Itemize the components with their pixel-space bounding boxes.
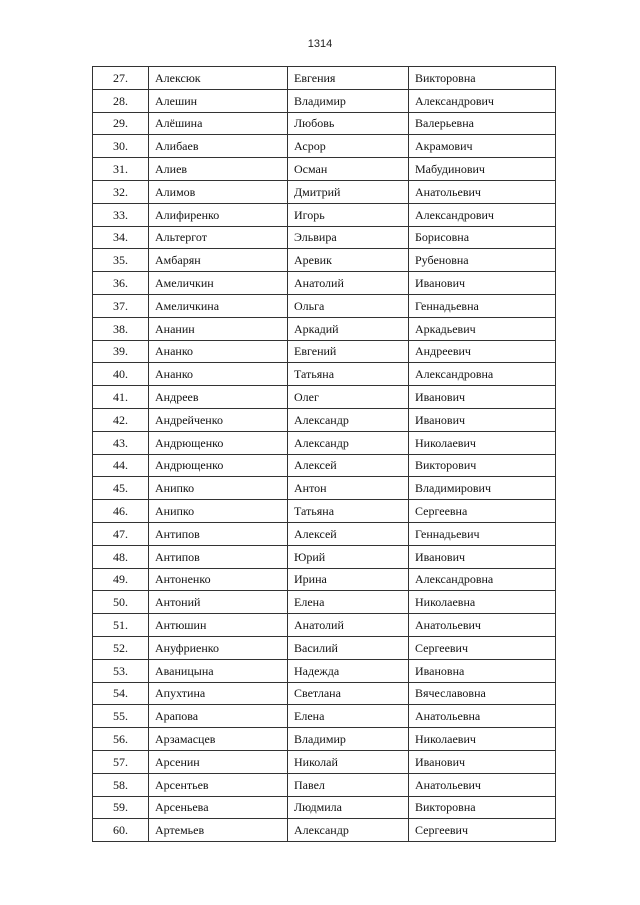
last-name-cell: Андреев	[149, 386, 288, 409]
table-row	[93, 454, 556, 477]
row-number: 47.	[93, 522, 149, 545]
last-name-cell: Алёшина	[149, 112, 288, 135]
patronymic-cell: Иванович	[409, 272, 556, 295]
table-row	[93, 294, 556, 317]
names-table	[92, 66, 556, 842]
first-name-cell: Евгения	[288, 67, 409, 90]
last-name-cell: Алифиренко	[149, 203, 288, 226]
last-name-cell: Антипов	[149, 545, 288, 568]
first-name-cell: Осман	[288, 158, 409, 181]
table-row	[93, 317, 556, 340]
row-number: 59.	[93, 796, 149, 819]
row-number: 51.	[93, 614, 149, 637]
last-name-cell: Антоний	[149, 591, 288, 614]
first-name-cell: Алексей	[288, 454, 409, 477]
patronymic-cell: Сергеевич	[409, 819, 556, 842]
patronymic-cell: Иванович	[409, 408, 556, 431]
patronymic-cell: Акрамович	[409, 135, 556, 158]
last-name-cell: Ананин	[149, 317, 288, 340]
row-number: 49.	[93, 568, 149, 591]
table-row	[93, 89, 556, 112]
last-name-cell: Алексюк	[149, 67, 288, 90]
patronymic-cell: Александровна	[409, 568, 556, 591]
last-name-cell: Анипко	[149, 500, 288, 523]
patronymic-cell: Анатольевна	[409, 705, 556, 728]
last-name-cell: Анипко	[149, 477, 288, 500]
last-name-cell: Артемьев	[149, 819, 288, 842]
row-number: 44.	[93, 454, 149, 477]
last-name-cell: Арсеньева	[149, 796, 288, 819]
patronymic-cell: Николаевич	[409, 431, 556, 454]
table-row	[93, 705, 556, 728]
table-row	[93, 408, 556, 431]
patronymic-cell: Аркадьевич	[409, 317, 556, 340]
last-name-cell: Аваницына	[149, 659, 288, 682]
first-name-cell: Асрор	[288, 135, 409, 158]
patronymic-cell: Викторовна	[409, 796, 556, 819]
table-row	[93, 135, 556, 158]
row-number: 45.	[93, 477, 149, 500]
last-name-cell: Алешин	[149, 89, 288, 112]
table-row	[93, 203, 556, 226]
row-number: 32.	[93, 180, 149, 203]
last-name-cell: Антоненко	[149, 568, 288, 591]
last-name-cell: Алимов	[149, 180, 288, 203]
table-row	[93, 386, 556, 409]
patronymic-cell: Анатольевич	[409, 180, 556, 203]
last-name-cell: Арзамасцев	[149, 728, 288, 751]
row-number: 33.	[93, 203, 149, 226]
last-name-cell: Антюшин	[149, 614, 288, 637]
first-name-cell: Ирина	[288, 568, 409, 591]
first-name-cell: Павел	[288, 773, 409, 796]
first-name-cell: Юрий	[288, 545, 409, 568]
first-name-cell: Александр	[288, 819, 409, 842]
table-body	[93, 67, 556, 842]
row-number: 58.	[93, 773, 149, 796]
first-name-cell: Татьяна	[288, 363, 409, 386]
patronymic-cell: Александровна	[409, 363, 556, 386]
patronymic-cell: Анатольевич	[409, 773, 556, 796]
first-name-cell: Александр	[288, 431, 409, 454]
first-name-cell: Василий	[288, 636, 409, 659]
table-row	[93, 340, 556, 363]
table-row	[93, 773, 556, 796]
row-number: 31.	[93, 158, 149, 181]
table-row	[93, 568, 556, 591]
row-number: 46.	[93, 500, 149, 523]
table-row	[93, 750, 556, 773]
patronymic-cell: Андреевич	[409, 340, 556, 363]
last-name-cell: Амбарян	[149, 249, 288, 272]
last-name-cell: Арсентьев	[149, 773, 288, 796]
table-row	[93, 272, 556, 295]
last-name-cell: Алиев	[149, 158, 288, 181]
table-row	[93, 728, 556, 751]
last-name-cell: Арапова	[149, 705, 288, 728]
row-number: 40.	[93, 363, 149, 386]
patronymic-cell: Николаевна	[409, 591, 556, 614]
row-number: 55.	[93, 705, 149, 728]
patronymic-cell: Анатольевич	[409, 614, 556, 637]
row-number: 57.	[93, 750, 149, 773]
patronymic-cell: Сергеевич	[409, 636, 556, 659]
row-number: 38.	[93, 317, 149, 340]
row-number: 54.	[93, 682, 149, 705]
first-name-cell: Ольга	[288, 294, 409, 317]
patronymic-cell: Иванович	[409, 545, 556, 568]
first-name-cell: Игорь	[288, 203, 409, 226]
first-name-cell: Елена	[288, 705, 409, 728]
first-name-cell: Эльвира	[288, 226, 409, 249]
last-name-cell: Амеличкина	[149, 294, 288, 317]
row-number: 42.	[93, 408, 149, 431]
first-name-cell: Анатолий	[288, 272, 409, 295]
table-row	[93, 67, 556, 90]
table-row	[93, 636, 556, 659]
row-number: 56.	[93, 728, 149, 751]
table-row	[93, 363, 556, 386]
table-row	[93, 226, 556, 249]
row-number: 50.	[93, 591, 149, 614]
row-number: 29.	[93, 112, 149, 135]
first-name-cell: Александр	[288, 408, 409, 431]
patronymic-cell: Викторовна	[409, 67, 556, 90]
table-row	[93, 545, 556, 568]
patronymic-cell: Геннадьевич	[409, 522, 556, 545]
table-row	[93, 591, 556, 614]
patronymic-cell: Николаевич	[409, 728, 556, 751]
first-name-cell: Олег	[288, 386, 409, 409]
row-number: 43.	[93, 431, 149, 454]
first-name-cell: Владимир	[288, 728, 409, 751]
row-number: 35.	[93, 249, 149, 272]
last-name-cell: Альтергот	[149, 226, 288, 249]
patronymic-cell: Владимирович	[409, 477, 556, 500]
row-number: 30.	[93, 135, 149, 158]
patronymic-cell: Мабудинович	[409, 158, 556, 181]
first-name-cell: Надежда	[288, 659, 409, 682]
first-name-cell: Евгений	[288, 340, 409, 363]
patronymic-cell: Рубеновна	[409, 249, 556, 272]
first-name-cell: Владимир	[288, 89, 409, 112]
last-name-cell: Ануфриенко	[149, 636, 288, 659]
patronymic-cell: Вячеславовна	[409, 682, 556, 705]
patronymic-cell: Иванович	[409, 750, 556, 773]
patronymic-cell: Геннадьевна	[409, 294, 556, 317]
first-name-cell: Татьяна	[288, 500, 409, 523]
row-number: 60.	[93, 819, 149, 842]
patronymic-cell: Борисовна	[409, 226, 556, 249]
table-row	[93, 112, 556, 135]
row-number: 53.	[93, 659, 149, 682]
patronymic-cell: Иванович	[409, 386, 556, 409]
last-name-cell: Арсенин	[149, 750, 288, 773]
table-row	[93, 477, 556, 500]
first-name-cell: Елена	[288, 591, 409, 614]
last-name-cell: Алибаев	[149, 135, 288, 158]
row-number: 37.	[93, 294, 149, 317]
table-row	[93, 249, 556, 272]
patronymic-cell: Викторович	[409, 454, 556, 477]
first-name-cell: Николай	[288, 750, 409, 773]
table-row	[93, 614, 556, 637]
row-number: 34.	[93, 226, 149, 249]
first-name-cell: Людмила	[288, 796, 409, 819]
patronymic-cell: Ивановна	[409, 659, 556, 682]
patronymic-cell: Сергеевна	[409, 500, 556, 523]
row-number: 39.	[93, 340, 149, 363]
first-name-cell: Аркадий	[288, 317, 409, 340]
first-name-cell: Любовь	[288, 112, 409, 135]
first-name-cell: Дмитрий	[288, 180, 409, 203]
row-number: 27.	[93, 67, 149, 90]
row-number: 48.	[93, 545, 149, 568]
table-row	[93, 796, 556, 819]
patronymic-cell: Александрович	[409, 89, 556, 112]
row-number: 52.	[93, 636, 149, 659]
table-row	[93, 682, 556, 705]
last-name-cell: Андрющенко	[149, 431, 288, 454]
page-number: 1314	[307, 38, 333, 50]
table-row	[93, 522, 556, 545]
row-number: 28.	[93, 89, 149, 112]
table-row	[93, 431, 556, 454]
table-row	[93, 500, 556, 523]
last-name-cell: Ананко	[149, 363, 288, 386]
table-row	[93, 659, 556, 682]
first-name-cell: Алексей	[288, 522, 409, 545]
last-name-cell: Андрющенко	[149, 454, 288, 477]
table-row	[93, 158, 556, 181]
last-name-cell: Антипов	[149, 522, 288, 545]
last-name-cell: Апухтина	[149, 682, 288, 705]
last-name-cell: Андрейченко	[149, 408, 288, 431]
table-row	[93, 819, 556, 842]
first-name-cell: Антон	[288, 477, 409, 500]
row-number: 41.	[93, 386, 149, 409]
patronymic-cell: Валерьевна	[409, 112, 556, 135]
first-name-cell: Анатолий	[288, 614, 409, 637]
table-row	[93, 180, 556, 203]
last-name-cell: Ананко	[149, 340, 288, 363]
first-name-cell: Светлана	[288, 682, 409, 705]
patronymic-cell: Александрович	[409, 203, 556, 226]
row-number: 36.	[93, 272, 149, 295]
last-name-cell: Амеличкин	[149, 272, 288, 295]
first-name-cell: Аревик	[288, 249, 409, 272]
